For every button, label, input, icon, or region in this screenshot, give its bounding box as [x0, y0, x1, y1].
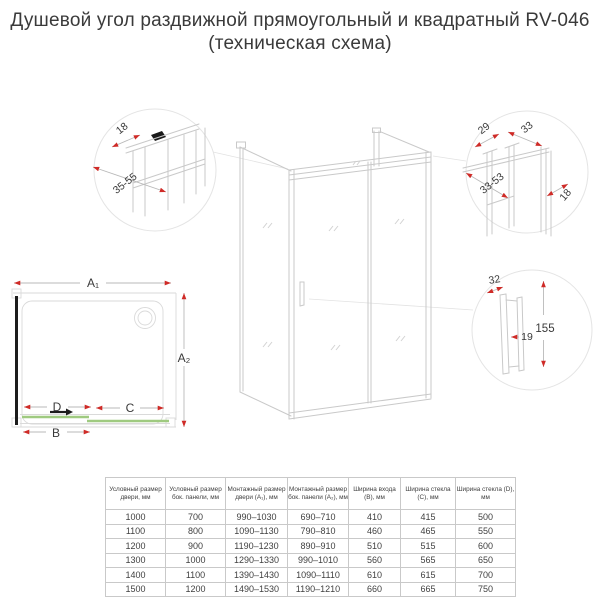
table-cell: 610: [349, 568, 401, 583]
table-cell: 790–810: [288, 524, 349, 539]
table-cell: 1100: [106, 524, 166, 539]
detail-dim-155: 155: [535, 323, 555, 335]
table-cell: 510: [349, 539, 401, 554]
dim-c-label: C: [125, 401, 135, 415]
title-line-1: Душевой угол раздвижной прямоугольный и квадратный RV-046: [10, 10, 590, 31]
table-cell: 1100: [166, 568, 226, 583]
table-body: [106, 510, 516, 597]
dim-b-label: B: [51, 426, 61, 440]
table-header-cell: Монтажный размер бок. панели (А₂), мм: [288, 478, 349, 510]
table-header-row: [106, 478, 516, 510]
detail-top-rail: [93, 109, 216, 231]
table-cell: 1200: [166, 582, 226, 597]
table-row: [106, 582, 516, 597]
detail-handle: [472, 270, 592, 390]
table-row: [106, 568, 516, 583]
table-header-cell: Ширина стекла (D), мм: [456, 478, 516, 510]
dim-c: [96, 401, 164, 415]
table-cell: 660: [349, 582, 401, 597]
plan-view: [12, 276, 191, 440]
table-cell: 1090–1110: [288, 568, 349, 583]
table-cell: 1500: [106, 582, 166, 597]
dim-a1-label: A₁: [86, 276, 100, 290]
table-cell: 900: [166, 539, 226, 554]
shower-tray: [22, 301, 163, 424]
dim-a1: [14, 276, 171, 290]
table-cell: 750: [456, 582, 516, 597]
table-cell: 515: [401, 539, 456, 554]
table-cell: 650: [456, 553, 516, 568]
table-cell: 560: [349, 553, 401, 568]
table-cell: 700: [166, 510, 226, 525]
table-row: [106, 510, 516, 525]
wall-profile: [166, 418, 175, 427]
leader-line: [309, 299, 473, 310]
detail-dim-33-53: 33-53: [477, 170, 507, 197]
detail-dim-18: 18: [557, 186, 575, 204]
table-header-cell: Монтажный размер двери (А₁), мм: [226, 478, 288, 510]
table-row: [106, 539, 516, 554]
table-cell: 1000: [166, 553, 226, 568]
table-cell: 1090–1130: [226, 524, 288, 539]
table-cell: 1190–1210: [288, 582, 349, 597]
table-cell: 600: [456, 539, 516, 554]
drain-icon: [138, 311, 152, 325]
detail-circle: [94, 109, 216, 231]
table-header-cell: Условный размер бок. панели, мм: [166, 478, 226, 510]
detail-dim-29: 29: [475, 120, 493, 137]
detail-dim-33: 33: [518, 119, 536, 136]
table-header-cell: Условный размер двери, мм: [106, 478, 166, 510]
detail-wall-profile: [463, 111, 588, 236]
table-cell: 1290–1330: [226, 553, 288, 568]
table-row: [106, 553, 516, 568]
table-cell: 1390–1430: [226, 568, 288, 583]
table-cell: 615: [401, 568, 456, 583]
table-cell: 460: [349, 524, 401, 539]
side-panel-3d: [237, 142, 292, 416]
table-cell: 415: [401, 510, 456, 525]
table-header-cell: Ширина входа (B), мм: [349, 478, 401, 510]
glass-sparkles: [263, 161, 405, 350]
table-cell: 990–1030: [226, 510, 288, 525]
table-cell: 990–1010: [288, 553, 349, 568]
table-cell: 665: [401, 582, 456, 597]
detail-dim-35-55: 35-55: [110, 170, 140, 197]
table-cell: 550: [456, 524, 516, 539]
table-cell: 690–710: [288, 510, 349, 525]
door-handle-3d: [300, 282, 304, 306]
dim-a2: [178, 293, 191, 427]
leader-line: [213, 152, 288, 169]
dim-d: [24, 400, 91, 414]
enclosure-3d-view: [213, 128, 473, 419]
dim-b: [23, 426, 90, 440]
detail-dim-32: 32: [487, 273, 502, 287]
table-header-cell: Ширина стекла (C), мм: [401, 478, 456, 510]
table-cell: 465: [401, 524, 456, 539]
table-cell: 410: [349, 510, 401, 525]
table-cell: 1400: [106, 568, 166, 583]
detail-dim-18: 18: [113, 120, 131, 137]
table-row: [106, 524, 516, 539]
table-cell: 800: [166, 524, 226, 539]
table-cell: 700: [456, 568, 516, 583]
table-cell: 890–910: [288, 539, 349, 554]
size-table: [105, 477, 516, 597]
leader-line: [433, 156, 466, 161]
title-line-2: (техническая схема): [208, 33, 392, 54]
dim-d-label: D: [52, 400, 62, 414]
table-cell: 1490–1530: [226, 582, 288, 597]
detail-circle: [472, 270, 592, 390]
table-cell: 1300: [106, 553, 166, 568]
table-cell: 500: [456, 510, 516, 525]
table-cell: 565: [401, 553, 456, 568]
detail-dim-19: 19: [521, 331, 533, 343]
table-cell: 1200: [106, 539, 166, 554]
dim-a2-label: A₂: [177, 351, 191, 365]
sliding-door-3d: [289, 128, 431, 419]
table-cell: 1000: [106, 510, 166, 525]
table-cell: 1190–1230: [226, 539, 288, 554]
